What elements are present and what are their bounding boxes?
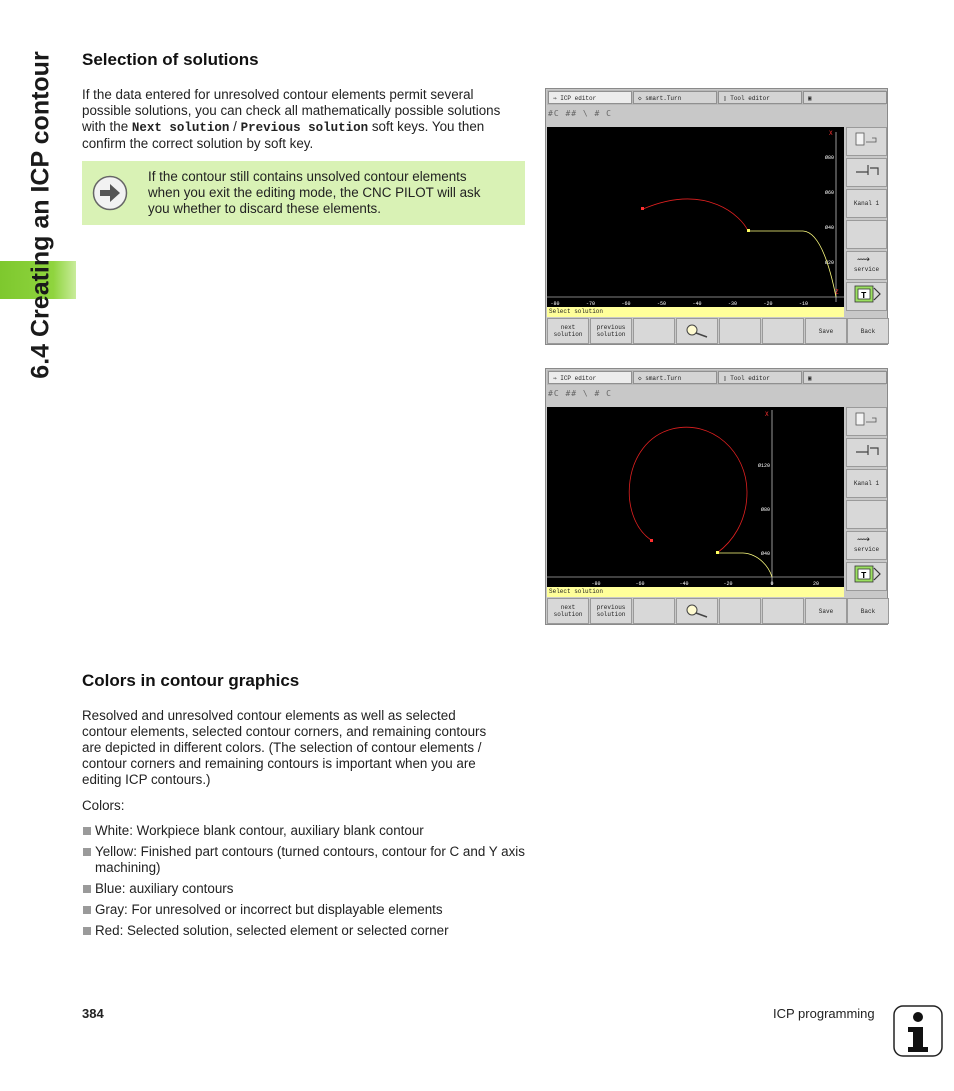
contour-start-point bbox=[641, 207, 644, 210]
contour-start-point bbox=[650, 539, 653, 542]
y-tick-label: Ø40 bbox=[760, 551, 770, 557]
arrow-right-icon bbox=[92, 175, 128, 211]
softkey-name-previous: Previous solution bbox=[240, 121, 369, 135]
softkey-next-solution[interactable]: next solution bbox=[547, 318, 589, 344]
softkey-zoom[interactable] bbox=[676, 318, 718, 344]
svg-text:T: T bbox=[860, 571, 866, 581]
x-tick-label: -30 bbox=[727, 301, 738, 307]
tab-tool-editor[interactable]: ▯ Tool editor bbox=[718, 91, 802, 104]
softkey-back[interactable]: Back bbox=[847, 598, 889, 624]
tab-smart-turn[interactable]: ◇ smart.Turn bbox=[633, 371, 717, 384]
softkey-empty-3[interactable] bbox=[633, 598, 675, 624]
axis-label-z: Z bbox=[835, 289, 839, 296]
graphics-toolbar[interactable]: #C ## \ # C bbox=[548, 389, 612, 398]
softkey-empty-3[interactable] bbox=[633, 318, 675, 344]
vkey-kanal-1[interactable]: Kanal 1 bbox=[846, 189, 887, 218]
vkey-empty[interactable] bbox=[846, 220, 887, 249]
softkey-previous-solution[interactable]: previous solution bbox=[590, 318, 632, 344]
contour-corner-point bbox=[747, 229, 750, 232]
softkey-save[interactable]: Save bbox=[805, 598, 847, 624]
vkey-contour-add[interactable] bbox=[846, 438, 887, 467]
x-tick-label: -40 bbox=[692, 301, 702, 307]
x-tick-label: -10 bbox=[798, 301, 809, 307]
softkey-back[interactable]: Back bbox=[847, 318, 889, 344]
tab-icon: ▯ bbox=[723, 95, 731, 102]
softkey-empty-6[interactable] bbox=[762, 598, 804, 624]
tool-t-icon bbox=[852, 563, 882, 585]
axis-label-x: X bbox=[765, 411, 769, 418]
tab-smart-turn[interactable]: ◇ smart.Turn bbox=[633, 91, 717, 104]
disk-icon: ▣ bbox=[808, 375, 812, 382]
colors-label: Colors: bbox=[82, 798, 125, 813]
tab-icon: ◇ bbox=[638, 375, 646, 382]
cnc-screen-2 bbox=[545, 368, 888, 625]
softkey-empty-5[interactable] bbox=[719, 318, 761, 344]
list-item: White: Workpiece blank contour, auxiliary blank contour bbox=[82, 823, 532, 839]
x-tick-label: -80 bbox=[591, 581, 601, 587]
colors-paragraph: Resolved and unresolved contour elements as well as selected contour elements, selected contour corners, and remaining contours are depicted in different colors. (The selection of contour elements / contour corners and remaining contours is important when you are editing ICP contours.) bbox=[82, 708, 487, 787]
softkey-name-next: Next solution bbox=[131, 121, 230, 135]
magnifier-icon bbox=[683, 322, 711, 340]
axis-label-x: X bbox=[829, 130, 833, 137]
list-item: Red: Selected solution, selected element or selected corner bbox=[82, 923, 532, 939]
vkey-service[interactable]: ⟿ service bbox=[846, 531, 887, 560]
svg-text:T: T bbox=[860, 291, 866, 301]
vkey-contour-edit[interactable] bbox=[846, 407, 887, 436]
contour-solution-circle-red bbox=[629, 427, 747, 553]
solutions-paragraph: If the data entered for unresolved contour elements permit several possible solutions, you can check all mathematically possible solutions with the Next solution / Previous solution soft keys. You then confirm the correct solution by soft key. bbox=[82, 87, 501, 151]
colors-list bbox=[82, 823, 532, 944]
y-tick-label: Ø120 bbox=[757, 463, 770, 469]
vkey-tool-table[interactable] bbox=[846, 562, 887, 591]
softkey-zoom[interactable] bbox=[676, 598, 718, 624]
vkey-contour-add[interactable] bbox=[846, 158, 887, 187]
contour-edit-icon bbox=[852, 128, 882, 150]
screen-tab-bar bbox=[547, 90, 886, 105]
contour-finished-yellow bbox=[750, 231, 836, 297]
note-box bbox=[82, 161, 525, 225]
vkey-empty[interactable] bbox=[846, 500, 887, 529]
contour-solution-arc-red bbox=[643, 199, 748, 231]
x-tick-label: 0 bbox=[770, 581, 774, 587]
tab-icp-editor[interactable]: ⇒ ICP editor bbox=[548, 91, 632, 104]
tool-t-icon bbox=[852, 283, 882, 305]
vkey-service[interactable]: ⟿ service bbox=[846, 251, 887, 280]
contour-graph-2 bbox=[547, 407, 844, 587]
softkey-next-solution[interactable]: next solution bbox=[547, 598, 589, 624]
list-item: Gray: For unresolved or incorrect but displayable elements bbox=[82, 902, 532, 918]
x-tick-label: -80 bbox=[550, 301, 560, 307]
x-tick-label: -50 bbox=[656, 301, 667, 307]
note-text: If the contour still contains unsolved contour elements when you exit the editing mode, the CNC PILOT will ask you whether to discard these elements. bbox=[148, 169, 481, 216]
info-icon bbox=[893, 1005, 943, 1057]
x-tick-label: -70 bbox=[585, 301, 596, 307]
vkey-contour-edit[interactable] bbox=[846, 127, 887, 156]
tab-tool-editor[interactable]: ▯ Tool editor bbox=[718, 371, 802, 384]
softkey-empty-6[interactable] bbox=[762, 318, 804, 344]
magnifier-icon bbox=[683, 602, 711, 620]
section-heading-solutions: Selection of solutions bbox=[82, 50, 259, 69]
softkey-empty-5[interactable] bbox=[719, 598, 761, 624]
cnc-screen-1 bbox=[545, 88, 888, 345]
status-line: Select solution bbox=[547, 587, 844, 597]
y-tick-label: Ø60 bbox=[824, 190, 834, 196]
tab-icon: ▯ bbox=[723, 375, 731, 382]
contour-corner-point bbox=[716, 551, 719, 554]
x-tick-label: -60 bbox=[635, 581, 645, 587]
vertical-softkeys bbox=[845, 127, 888, 317]
tab-icon: ◇ bbox=[638, 95, 646, 102]
contour-add-icon bbox=[852, 439, 882, 461]
footer-section-title: ICP programming bbox=[773, 1006, 875, 1021]
x-tick-label: 20 bbox=[812, 581, 820, 587]
contour-edit-icon bbox=[852, 408, 882, 430]
horizontal-softkeys bbox=[547, 318, 888, 344]
tab-icon: ⇒ bbox=[553, 375, 561, 382]
tab-save-disk[interactable] bbox=[803, 91, 887, 104]
wrench-icon: ⟿ bbox=[857, 535, 870, 545]
list-item: Blue: auxiliary contours bbox=[82, 881, 532, 897]
y-tick-label: Ø20 bbox=[824, 260, 834, 266]
softkey-save[interactable]: Save bbox=[805, 318, 847, 344]
list-item: Yellow: Finished part contours (turned contours, contour for C and Y axis machining) bbox=[82, 844, 532, 876]
contour-graph-1 bbox=[547, 127, 844, 307]
x-tick-label: -60 bbox=[621, 301, 631, 307]
disk-icon: ▣ bbox=[808, 95, 812, 102]
page-number: 384 bbox=[82, 1006, 104, 1021]
vertical-softkeys bbox=[845, 407, 888, 597]
x-tick-label: -20 bbox=[723, 581, 733, 587]
y-tick-label: Ø40 bbox=[824, 225, 834, 231]
screen-tab-bar bbox=[547, 370, 886, 385]
horizontal-softkeys bbox=[547, 598, 888, 624]
tab-icp-editor[interactable]: ⇒ ICP editor bbox=[548, 371, 632, 384]
y-tick-label: Ø80 bbox=[760, 507, 770, 513]
wrench-icon: ⟿ bbox=[857, 255, 870, 265]
tab-save-disk[interactable] bbox=[803, 371, 887, 384]
chapter-side-title: 6.4 Creating an ICP contour bbox=[26, 51, 55, 379]
softkey-previous-solution[interactable]: previous solution bbox=[590, 598, 632, 624]
contour-add-icon bbox=[852, 159, 882, 181]
status-line: Select solution bbox=[547, 307, 844, 317]
x-tick-label: -20 bbox=[763, 301, 773, 307]
y-tick-label: Ø80 bbox=[824, 155, 834, 161]
vkey-kanal-1[interactable]: Kanal 1 bbox=[846, 469, 887, 498]
x-tick-label: -40 bbox=[679, 581, 689, 587]
vkey-tool-table[interactable] bbox=[846, 282, 887, 311]
graphics-toolbar[interactable]: #C ## \ # C bbox=[548, 109, 612, 118]
section-heading-colors: Colors in contour graphics bbox=[82, 671, 300, 690]
tab-icon: ⇒ bbox=[553, 95, 561, 102]
